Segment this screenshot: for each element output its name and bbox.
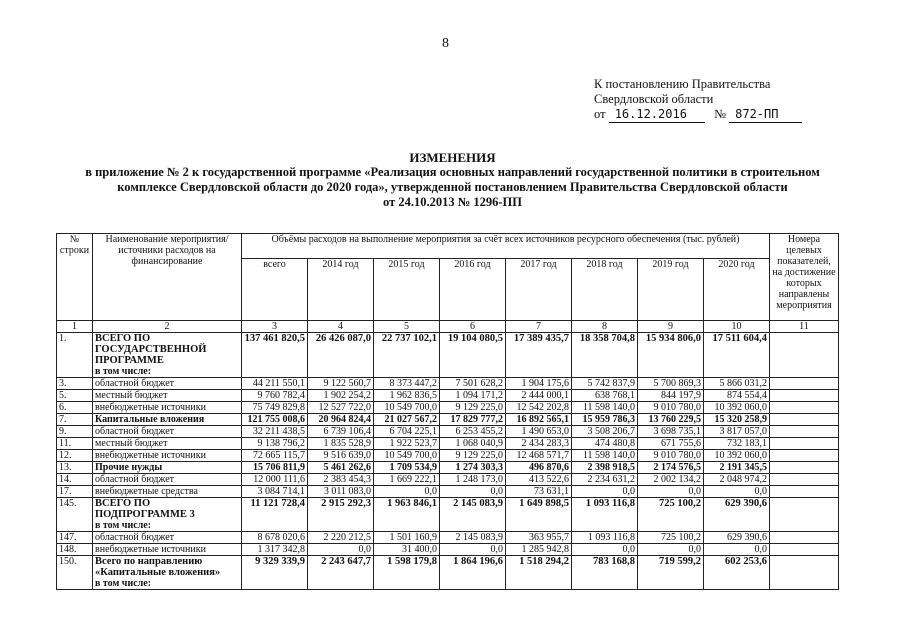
- row-subtitle: в том числе:: [95, 578, 152, 589]
- target-cell: [770, 556, 839, 590]
- header-num: № строки: [57, 234, 93, 321]
- value-cell: 9 122 560,7: [308, 378, 374, 390]
- value-cell: 0,0: [638, 486, 704, 498]
- value-cell: 9 010 780,0: [638, 402, 704, 414]
- value-cell: 17 389 435,7: [506, 333, 572, 378]
- row-number: 148.: [57, 544, 93, 556]
- row-name: [93, 486, 242, 498]
- value-cell: 413 522,6: [506, 474, 572, 486]
- value-cell: 2 191 345,5: [704, 462, 770, 474]
- value-cell: 2 174 576,5: [638, 462, 704, 474]
- row-name: [93, 333, 242, 378]
- header-row-1: [57, 234, 839, 259]
- row-name: [93, 556, 242, 590]
- row-name-text: внебюджетные источники: [95, 450, 206, 461]
- row-name-text: местный бюджет: [95, 390, 168, 401]
- row-name: [93, 498, 242, 532]
- document-title: [0, 150, 905, 210]
- value-cell: 2 915 292,3: [308, 498, 374, 532]
- value-cell: 16 892 565,1: [506, 414, 572, 426]
- header-2019: 2019 год: [638, 259, 704, 321]
- target-cell: [770, 450, 839, 462]
- header-2015: 2015 год: [374, 259, 440, 321]
- value-cell: 1 518 294,2: [506, 556, 572, 590]
- row-name: [93, 414, 242, 426]
- value-cell: 2 220 212,5: [308, 532, 374, 544]
- value-cell: 0,0: [440, 544, 506, 556]
- value-cell: 2 234 631,2: [572, 474, 638, 486]
- row-number: 11.: [57, 438, 93, 450]
- title-line-1: в приложение № 2 к государственной программе «Реализация основных направлений государственной политики в строительном: [85, 165, 820, 179]
- value-cell: 26 426 087,0: [308, 333, 374, 378]
- row-subtitle: в том числе:: [95, 366, 152, 377]
- value-cell: 21 027 567,2: [374, 414, 440, 426]
- value-cell: 844 197,9: [638, 390, 704, 402]
- appendix-date-line: [594, 107, 802, 123]
- row-name-text: областной бюджет: [95, 426, 175, 437]
- header-targets: Номера целевых показателей, на достижение которых направлены мероприятия: [770, 234, 839, 321]
- target-cell: [770, 532, 839, 544]
- value-cell: 783 168,8: [572, 556, 638, 590]
- row-name: [93, 426, 242, 438]
- value-cell: 22 737 102,1: [374, 333, 440, 378]
- column-number: 3: [242, 321, 308, 333]
- column-number: 4: [308, 321, 374, 333]
- target-cell: [770, 333, 839, 378]
- target-cell: [770, 438, 839, 450]
- number-label: №: [714, 107, 726, 121]
- value-cell: 725 100,2: [638, 498, 704, 532]
- value-cell: 602 253,6: [704, 556, 770, 590]
- value-cell: 12 527 722,0: [308, 402, 374, 414]
- row-name: [93, 474, 242, 486]
- header-2018: 2018 год: [572, 259, 638, 321]
- target-cell: [770, 414, 839, 426]
- value-cell: 1 317 342,8: [242, 544, 308, 556]
- value-cell: 17 511 604,4: [704, 333, 770, 378]
- column-number: 2: [93, 321, 242, 333]
- value-cell: 1 962 836,5: [374, 390, 440, 402]
- column-number: 1: [57, 321, 93, 333]
- table-row: [57, 556, 839, 590]
- value-cell: 6 253 455,2: [440, 426, 506, 438]
- value-cell: 1 501 160,9: [374, 532, 440, 544]
- value-cell: 11 598 140,0: [572, 402, 638, 414]
- value-cell: 10 392 060,0: [704, 450, 770, 462]
- table-row: [57, 532, 839, 544]
- value-cell: 1 093 116,8: [572, 498, 638, 532]
- row-number: 14.: [57, 474, 93, 486]
- header-2020: 2020 год: [704, 259, 770, 321]
- value-cell: 9 138 796,2: [242, 438, 308, 450]
- row-number: 6.: [57, 402, 93, 414]
- value-cell: 638 768,1: [572, 390, 638, 402]
- value-cell: 7 501 628,2: [440, 378, 506, 390]
- target-cell: [770, 378, 839, 390]
- table-row: [57, 462, 839, 474]
- value-cell: 11 598 140,0: [572, 450, 638, 462]
- value-cell: 9 516 639,0: [308, 450, 374, 462]
- header-name: Наименование мероприятия/источники расходов на финансирование: [93, 234, 242, 321]
- from-label: от: [594, 107, 606, 121]
- value-cell: 0,0: [440, 486, 506, 498]
- value-cell: 72 665 115,7: [242, 450, 308, 462]
- value-cell: 9 760 782,4: [242, 390, 308, 402]
- value-cell: 2 398 918,5: [572, 462, 638, 474]
- row-name: [93, 544, 242, 556]
- table-row: [57, 498, 839, 532]
- row-name-text: ВСЕГО ПО ГОСУДАРСТВЕННОЙ ПРОГРАММЕ: [95, 333, 207, 366]
- value-cell: 73 631,1: [506, 486, 572, 498]
- row-number: 5.: [57, 390, 93, 402]
- value-cell: 2 145 083,9: [440, 532, 506, 544]
- value-cell: 12 468 571,7: [506, 450, 572, 462]
- row-number: 147.: [57, 532, 93, 544]
- value-cell: 20 964 824,4: [308, 414, 374, 426]
- row-name: [93, 402, 242, 414]
- value-cell: 1 669 222,1: [374, 474, 440, 486]
- value-cell: 9 329 339,9: [242, 556, 308, 590]
- value-cell: 1 864 196,6: [440, 556, 506, 590]
- value-cell: 629 390,6: [704, 498, 770, 532]
- value-cell: 9 129 225,0: [440, 450, 506, 462]
- target-cell: [770, 474, 839, 486]
- target-cell: [770, 390, 839, 402]
- column-number: 7: [506, 321, 572, 333]
- row-name: [93, 378, 242, 390]
- value-cell: 31 400,0: [374, 544, 440, 556]
- value-cell: 732 183,1: [704, 438, 770, 450]
- value-cell: 496 870,6: [506, 462, 572, 474]
- value-cell: 1 274 303,3: [440, 462, 506, 474]
- table-row: [57, 414, 839, 426]
- value-cell: 1 902 254,2: [308, 390, 374, 402]
- resolution-number: 872-ПП: [729, 107, 802, 123]
- value-cell: 11 121 728,4: [242, 498, 308, 532]
- target-cell: [770, 544, 839, 556]
- value-cell: 0,0: [704, 544, 770, 556]
- value-cell: 12 000 111,6: [242, 474, 308, 486]
- value-cell: 9 010 780,0: [638, 450, 704, 462]
- value-cell: 1 285 942,8: [506, 544, 572, 556]
- value-cell: 5 742 837,9: [572, 378, 638, 390]
- value-cell: 10 549 700,0: [374, 450, 440, 462]
- value-cell: 1 490 653,0: [506, 426, 572, 438]
- value-cell: 0,0: [374, 486, 440, 498]
- value-cell: 0,0: [638, 544, 704, 556]
- row-number: 150.: [57, 556, 93, 590]
- value-cell: 19 104 080,5: [440, 333, 506, 378]
- row-name-text: Всего по направлению «Капитальные вложения»: [95, 556, 221, 578]
- column-number: 10: [704, 321, 770, 333]
- value-cell: 15 320 258,9: [704, 414, 770, 426]
- value-cell: 2 145 083,9: [440, 498, 506, 532]
- value-cell: 1 094 171,2: [440, 390, 506, 402]
- value-cell: 44 211 550,1: [242, 378, 308, 390]
- column-number: 11: [770, 321, 839, 333]
- value-cell: 10 549 700,0: [374, 402, 440, 414]
- value-cell: 75 749 829,8: [242, 402, 308, 414]
- row-name: [93, 390, 242, 402]
- value-cell: 3 084 714,1: [242, 486, 308, 498]
- column-number: 6: [440, 321, 506, 333]
- value-cell: 1 835 528,9: [308, 438, 374, 450]
- value-cell: 1 904 175,6: [506, 378, 572, 390]
- value-cell: 363 955,7: [506, 532, 572, 544]
- value-cell: 15 706 811,9: [242, 462, 308, 474]
- page-number: 8: [442, 36, 449, 51]
- row-number: 13.: [57, 462, 93, 474]
- header-2017: 2017 год: [506, 259, 572, 321]
- header-total: всего: [242, 259, 308, 321]
- appendix-line-1: К постановлению Правительства: [594, 77, 771, 91]
- value-cell: 1 068 040,9: [440, 438, 506, 450]
- value-cell: 1 922 523,7: [374, 438, 440, 450]
- value-cell: 2 434 283,3: [506, 438, 572, 450]
- table-row: [57, 450, 839, 462]
- resolution-date: 16.12.2016: [609, 107, 705, 123]
- value-cell: 137 461 820,5: [242, 333, 308, 378]
- row-number: 3.: [57, 378, 93, 390]
- value-cell: 874 554,4: [704, 390, 770, 402]
- row-name-text: внебюджетные источники: [95, 544, 206, 555]
- header-volumes: Объёмы расходов на выполнение мероприятия за счёт всех источников ресурсного обеспечения (тыс. рублей): [242, 234, 770, 259]
- target-cell: [770, 462, 839, 474]
- value-cell: 15 934 806,0: [638, 333, 704, 378]
- row-name-text: внебюджетные источники: [95, 402, 206, 413]
- value-cell: 1 248 173,0: [440, 474, 506, 486]
- row-subtitle: в том числе:: [95, 520, 152, 531]
- appendix-block: [594, 77, 802, 123]
- table-row: [57, 426, 839, 438]
- row-name: [93, 438, 242, 450]
- value-cell: 1 963 846,1: [374, 498, 440, 532]
- value-cell: 671 755,6: [638, 438, 704, 450]
- value-cell: 15 959 786,3: [572, 414, 638, 426]
- value-cell: 12 542 202,8: [506, 402, 572, 414]
- row-name-text: Капитальные вложения: [95, 414, 205, 425]
- value-cell: 6 704 225,1: [374, 426, 440, 438]
- title-line-2: комплексе Свердловской области до 2020 года», утвержденной постановлением Правительства Свердловской области: [117, 180, 788, 194]
- value-cell: 8 678 020,6: [242, 532, 308, 544]
- value-cell: 0,0: [704, 486, 770, 498]
- value-cell: 17 829 777,2: [440, 414, 506, 426]
- value-cell: 2 048 974,2: [704, 474, 770, 486]
- expenses-table: [56, 233, 839, 590]
- value-cell: 725 100,2: [638, 532, 704, 544]
- value-cell: 1 649 898,5: [506, 498, 572, 532]
- value-cell: 0,0: [572, 544, 638, 556]
- row-number: 17.: [57, 486, 93, 498]
- value-cell: 1 709 534,9: [374, 462, 440, 474]
- value-cell: 5 461 262,6: [308, 462, 374, 474]
- target-cell: [770, 402, 839, 414]
- table-row: [57, 333, 839, 378]
- column-number: 5: [374, 321, 440, 333]
- value-cell: 6 739 106,4: [308, 426, 374, 438]
- row-name-text: Прочие нужды: [95, 462, 163, 473]
- header-2016: 2016 год: [440, 259, 506, 321]
- value-cell: 2 444 000,1: [506, 390, 572, 402]
- value-cell: 5 700 869,3: [638, 378, 704, 390]
- row-number: 9.: [57, 426, 93, 438]
- table-row: [57, 544, 839, 556]
- target-cell: [770, 498, 839, 532]
- value-cell: 2 383 454,3: [308, 474, 374, 486]
- value-cell: 18 358 704,8: [572, 333, 638, 378]
- row-number: 1.: [57, 333, 93, 378]
- target-cell: [770, 486, 839, 498]
- value-cell: 719 599,2: [638, 556, 704, 590]
- header-2014: 2014 год: [308, 259, 374, 321]
- value-cell: 0,0: [308, 544, 374, 556]
- appendix-line-2: Свердловской области: [594, 92, 714, 106]
- column-number: 8: [572, 321, 638, 333]
- value-cell: 0,0: [572, 486, 638, 498]
- value-cell: 2 002 134,2: [638, 474, 704, 486]
- target-cell: [770, 426, 839, 438]
- row-name-text: ВСЕГО ПО ПОДПРОГРАММЕ 3: [95, 498, 195, 520]
- row-name: [93, 462, 242, 474]
- value-cell: 5 866 031,2: [704, 378, 770, 390]
- column-number: 9: [638, 321, 704, 333]
- value-cell: 3 817 057,0: [704, 426, 770, 438]
- table-row: [57, 486, 839, 498]
- table-row: [57, 378, 839, 390]
- value-cell: 3 698 735,1: [638, 426, 704, 438]
- value-cell: 474 480,8: [572, 438, 638, 450]
- value-cell: 9 129 225,0: [440, 402, 506, 414]
- value-cell: 121 755 008,6: [242, 414, 308, 426]
- value-cell: 8 373 447,2: [374, 378, 440, 390]
- row-name: [93, 450, 242, 462]
- table-row: [57, 474, 839, 486]
- table-row: [57, 390, 839, 402]
- value-cell: 10 392 060,0: [704, 402, 770, 414]
- row-number: 7.: [57, 414, 93, 426]
- value-cell: 13 760 229,5: [638, 414, 704, 426]
- row-name-text: областной бюджет: [95, 474, 175, 485]
- row-name-text: областной бюджет: [95, 378, 175, 389]
- value-cell: 2 243 647,7: [308, 556, 374, 590]
- title-line-3: от 24.10.2013 № 1296-ПП: [382, 195, 523, 209]
- value-cell: 3 508 206,7: [572, 426, 638, 438]
- value-cell: 629 390,6: [704, 532, 770, 544]
- value-cell: 1 093 116,8: [572, 532, 638, 544]
- row-name-text: местный бюджет: [95, 438, 168, 449]
- title-heading: ИЗМЕНЕНИЯ: [409, 150, 496, 165]
- row-number: 145.: [57, 498, 93, 532]
- row-number: 12.: [57, 450, 93, 462]
- row-name-text: областной бюджет: [95, 532, 175, 543]
- row-name-text: внебюджетные средства: [95, 486, 198, 497]
- row-name: [93, 532, 242, 544]
- table-row: [57, 402, 839, 414]
- value-cell: 1 598 179,8: [374, 556, 440, 590]
- value-cell: 3 011 083,0: [308, 486, 374, 498]
- column-numbers-row: [57, 321, 839, 333]
- value-cell: 32 211 438,5: [242, 426, 308, 438]
- table-row: [57, 438, 839, 450]
